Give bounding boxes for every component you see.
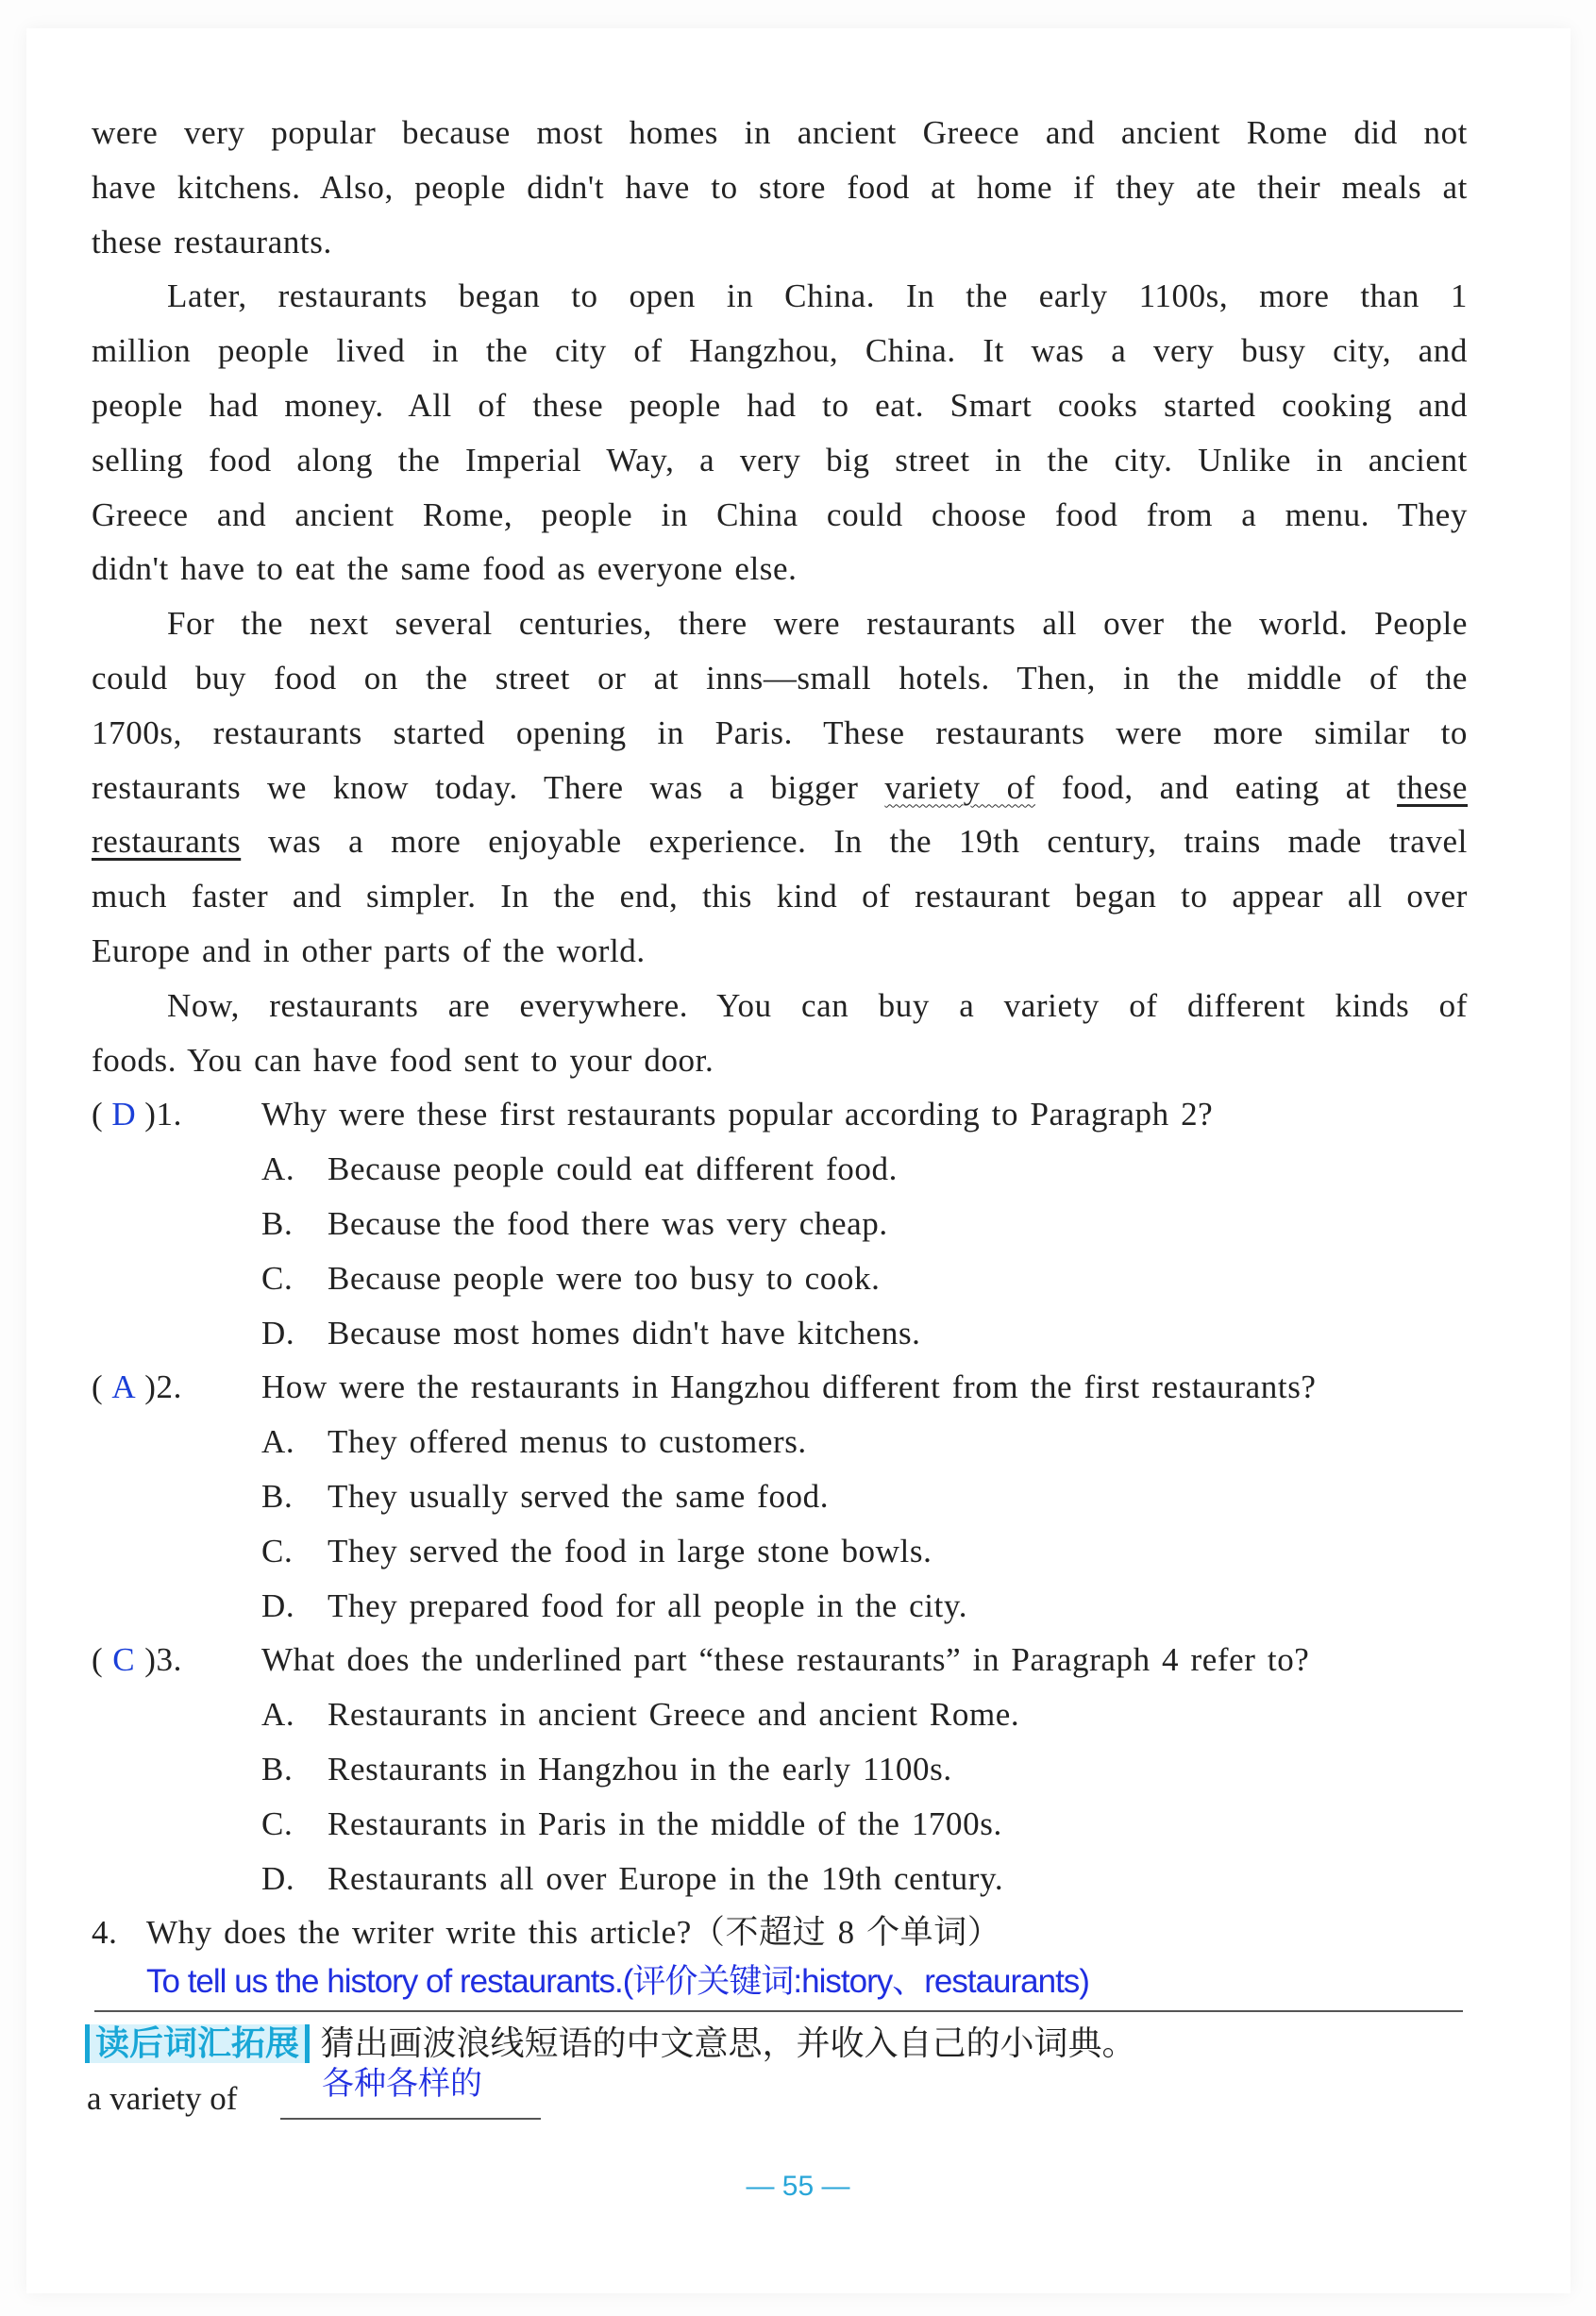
option-text: They prepared food for all people in the city. [328,1586,968,1624]
passage-line: For the next several centuries, there were restaurants all over the world. People [167,605,1468,643]
passage-line: million people lived in the city of Hangzhou, China. It was a very busy city, and [92,332,1468,370]
option-c [92,1797,1468,1852]
passage-line: have kitchens. Also, people didn't have to store food at home if they ate their meals at [92,168,1468,206]
option-letter: D. [261,1859,295,1897]
option-b [92,1469,1468,1524]
passage-line: were very popular because most homes in ancient Greece and ancient Rome did not [92,114,1468,151]
option-letter: A. [261,1696,295,1734]
option-text: Restaurants in ancient Greece and ancient Rome. [328,1696,1020,1734]
option-letter: D. [261,1586,295,1624]
section-label: 读后词汇拓展 [85,2024,310,2063]
question-1 [92,1087,1468,1142]
option-text: They served the food in large stone bowls. [328,1532,932,1569]
question-number: ( D )1. [92,1087,261,1142]
wavy-underlined-phrase: variety of [884,768,1035,806]
question-index: 1. [156,1096,182,1133]
text-segment: restaurants we know today. There was a bigger [92,768,885,806]
option-b [92,1197,1468,1251]
option-d [92,1579,1468,1634]
option-text: Because people were too busy to cook. [328,1259,881,1297]
option-b [92,1742,1468,1797]
text-segment: was a more enjoyable experience. In the 19th century, trains made travel [241,823,1468,861]
option-a [92,1687,1468,1742]
option-text: Because most homes didn't have kitchens. [328,1314,921,1351]
option-text: Because the food there was very cheap. [328,1204,888,1242]
option-letter: C. [261,1804,294,1842]
passage-line: people had money. All of these people had to eat. Smart cooks started cooking and [92,386,1468,424]
passage-line [92,814,1468,869]
underlined-phrase: restaurants [92,823,242,861]
question-number: ( A )2. [92,1360,261,1415]
question-index: 3. [156,1641,182,1679]
passage-line: Europe and in other parts of the world. [92,931,646,969]
vocab-answer-blank[interactable]: 各种各样的 [280,2057,541,2120]
option-text: Restaurants all over Europe in the 19th century. [328,1859,1004,1897]
question-number: ( C )3. [92,1633,261,1687]
option-letter: B. [261,1750,294,1787]
option-letter: C. [261,1259,294,1297]
answer-choice[interactable]: D [111,1096,137,1133]
option-letter: A. [261,1423,295,1461]
question-text: How were the restaurants in Hangzhou different from the first restaurants? [261,1368,1317,1406]
q4-answer: To tell us the history of restaurants.(评价关键词:history、restaurants) [146,1963,1089,2000]
question-4 [92,1905,1468,1960]
answer-choice[interactable]: A [111,1368,137,1406]
answer-rule [94,2010,1463,2012]
passage-line: foods. You can have food sent to your door. [92,1041,714,1079]
passage-line: selling food along the Imperial Way, a very big street in the city. Unlike in ancient [92,441,1468,478]
option-text: They usually served the same food. [328,1477,830,1515]
vocab-phrase: a variety of [87,2080,238,2117]
passage-line: could buy food on the street or at inns—small hotels. Then, in the middle of the [92,659,1468,696]
option-a [92,1415,1468,1469]
option-c [92,1251,1468,1306]
vocab-section-heading [85,2018,1135,2071]
passage-line: Now, restaurants are everywhere. You can buy a variety of different kinds of [167,986,1468,1024]
passage-line: Later, restaurants began to open in China. In the early 1100s, more than 1 [167,277,1468,315]
option-letter: B. [261,1477,294,1515]
question-index: 4. [92,1914,118,1952]
option-text: Restaurants in Paris in the middle of the 1700s. [328,1804,1002,1842]
reading-passage-and-questions [92,106,1468,1960]
section-instruction: 猜出画波浪线短语的中文意思，并收入自己的小词典。 [320,2024,1136,2063]
option-c [92,1524,1468,1579]
question-text: Why does the writer write this article?（不超过 8 个单词） [146,1914,1001,1952]
passage-line [92,761,1468,815]
option-letter: C. [261,1532,294,1569]
option-letter: B. [261,1204,294,1242]
passage-line: Greece and ancient Rome, people in China could choose food from a menu. They [92,495,1468,533]
question-text: Why were these first restaurants popular according to Paragraph 2? [261,1096,1214,1133]
passage-line: 1700s, restaurants started opening in Paris. These restaurants were more similar to [92,713,1468,751]
option-d [92,1306,1468,1361]
text-segment: food, and eating at [1035,768,1398,806]
answer-choice[interactable]: C [112,1641,136,1679]
question-index: 2. [156,1368,182,1406]
option-letter: A. [261,1150,295,1188]
option-text: They offered menus to customers. [328,1423,807,1461]
question-3 [92,1633,1468,1687]
passage-line: didn't have to eat the same food as everyone else. [92,550,798,588]
question-text: What does the underlined part “these restaurants” in Paragraph 4 refer to? [261,1641,1310,1679]
passage-line: these restaurants. [92,223,332,260]
option-d [92,1852,1468,1906]
option-text: Restaurants in Hangzhou in the early 1100s. [328,1750,952,1787]
option-a [92,1142,1468,1197]
passage-line: much faster and simpler. In the end, this kind of restaurant began to appear all over [92,878,1468,915]
question-2 [92,1360,1468,1415]
underlined-phrase: these [1397,768,1468,806]
option-letter: D. [261,1314,295,1351]
page-number: — 55 — [746,2171,850,2202]
option-text: Because people could eat different food. [328,1150,898,1188]
